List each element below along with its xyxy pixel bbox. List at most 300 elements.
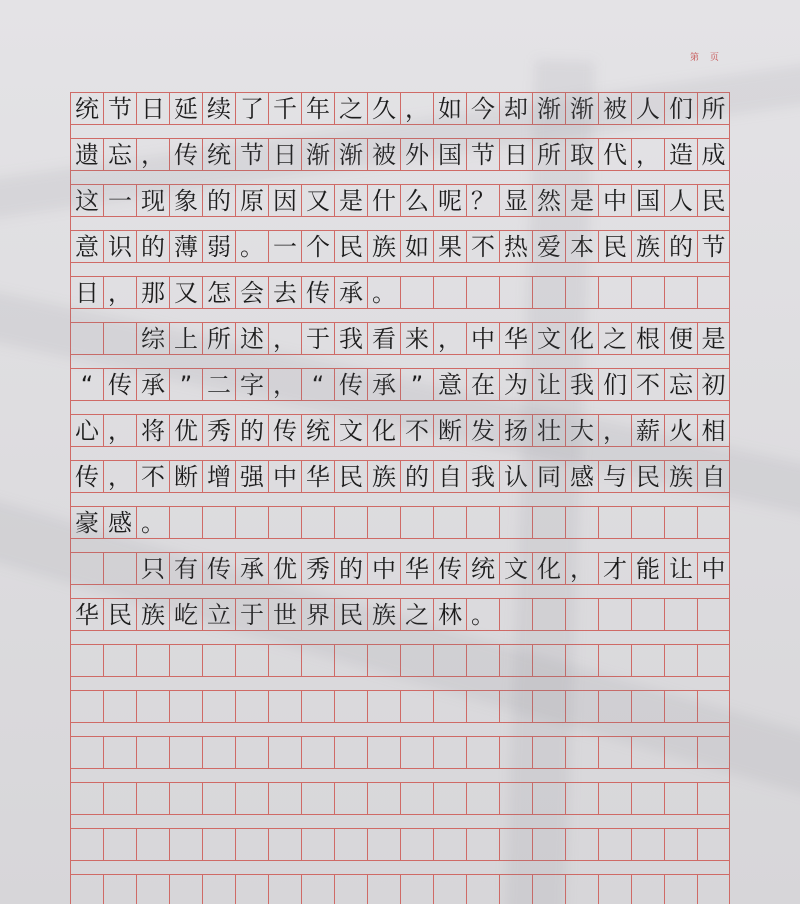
grid-cell: 传 [301,276,334,309]
grid-cell: 个 [301,230,334,263]
grid-cell: 族 [367,230,400,263]
grid-cell: 承 [334,276,367,309]
grid-cell: 民 [103,598,136,631]
grid-cell [400,644,433,677]
grid-cell: 日 [70,276,103,309]
grid-cell [565,644,598,677]
grid-cell: 民 [598,230,631,263]
grid-cell [433,782,466,815]
grid-cell [235,690,268,723]
grid-cell: 今 [466,92,499,125]
grid-cell [631,690,664,723]
grid-cell: 才 [598,552,631,585]
grid-cell: 族 [664,460,697,493]
grid-cell: “ [301,368,334,401]
grid-cell: 民 [334,460,367,493]
grid-gutter [70,355,730,368]
grid-line [70,828,730,861]
grid-cell: 国 [433,138,466,171]
grid-cell: 造 [664,138,697,171]
grid-cell: ， [433,322,466,355]
grid-cell [631,736,664,769]
grid-cell [532,782,565,815]
grid-gutter [70,493,730,506]
grid-cell [499,782,532,815]
grid-cell: 忘 [664,368,697,401]
grid-cell [466,276,499,309]
grid-cell: 上 [169,322,202,355]
grid-line [70,598,730,631]
page-number-label: 第 页 [690,53,723,63]
grid-cell [235,782,268,815]
grid-cell: 文 [532,322,565,355]
grid-cell: 大 [565,414,598,447]
grid-cell [367,690,400,723]
grid-cell: 相 [697,414,730,447]
grid-cell: 什 [367,184,400,217]
grid-cell: 识 [103,230,136,263]
grid-cell: ， [631,138,664,171]
grid-line [70,506,730,539]
grid-cell [70,874,103,904]
grid-cell: 的 [334,552,367,585]
essay-grid [70,92,730,904]
grid-cell [697,276,730,309]
grid-cell [499,828,532,861]
grid-cell: 日 [268,138,301,171]
grid-cell: 千 [268,92,301,125]
grid-cell [235,644,268,677]
grid-cell [697,644,730,677]
grid-cell: 与 [598,460,631,493]
grid-cell [532,690,565,723]
grid-cell [70,782,103,815]
grid-cell: 么 [400,184,433,217]
grid-cell [697,598,730,631]
grid-cell: 果 [433,230,466,263]
grid-cell: 这 [70,184,103,217]
grid-cell: 传 [433,552,466,585]
grid-cell: 壮 [532,414,565,447]
grid-cell: 因 [268,184,301,217]
grid-cell [367,782,400,815]
grid-line [70,276,730,309]
grid-cell: 的 [235,414,268,447]
grid-cell: 传 [334,368,367,401]
grid-cell: 如 [400,230,433,263]
grid-cell: 如 [433,92,466,125]
grid-cell: ， [103,460,136,493]
grid-cell: ， [400,92,433,125]
grid-cell [631,276,664,309]
grid-cell: ， [103,414,136,447]
grid-cell: 代 [598,138,631,171]
grid-cell [136,690,169,723]
grid-cell [169,828,202,861]
grid-cell [103,874,136,904]
grid-cell [202,736,235,769]
grid-cell: 薪 [631,414,664,447]
grid-cell: 忘 [103,138,136,171]
grid-cell [301,506,334,539]
grid-cell [400,782,433,815]
grid-cell [532,736,565,769]
grid-cell: 是 [565,184,598,217]
grid-cell [235,506,268,539]
grid-cell: 弱 [202,230,235,263]
grid-cell: 年 [301,92,334,125]
grid-cell: 根 [631,322,664,355]
grid-cell: 续 [202,92,235,125]
grid-cell [169,782,202,815]
grid-cell [664,276,697,309]
grid-cell [565,598,598,631]
grid-cell [532,506,565,539]
grid-cell: 原 [235,184,268,217]
grid-cell [301,690,334,723]
grid-cell: 承 [367,368,400,401]
grid-cell [598,736,631,769]
grid-cell: 。 [367,276,400,309]
grid-cell: 不 [631,368,664,401]
grid-cell [136,736,169,769]
grid-cell [598,874,631,904]
grid-cell: 扬 [499,414,532,447]
grid-cell: 所 [202,322,235,355]
grid-cell: 节 [697,230,730,263]
grid-cell: 又 [169,276,202,309]
grid-cell [664,736,697,769]
grid-cell [664,782,697,815]
grid-cell: 心 [70,414,103,447]
grid-cell [664,644,697,677]
grid-cell [400,506,433,539]
grid-cell [136,828,169,861]
grid-cell [433,690,466,723]
grid-cell: 却 [499,92,532,125]
grid-cell [70,828,103,861]
grid-cell: 热 [499,230,532,263]
grid-cell [367,828,400,861]
grid-cell: 渐 [301,138,334,171]
grid-cell: 承 [136,368,169,401]
grid-gutter [70,125,730,138]
grid-cell [202,782,235,815]
grid-line [70,552,730,585]
grid-cell: 不 [136,460,169,493]
grid-cell [103,828,136,861]
grid-gutter [70,401,730,414]
grid-cell: 林 [433,598,466,631]
grid-cell [565,276,598,309]
grid-gutter [70,815,730,828]
grid-cell: 感 [103,506,136,539]
grid-cell: 象 [169,184,202,217]
grid-cell [499,644,532,677]
grid-cell: 之 [400,598,433,631]
grid-line [70,736,730,769]
grid-cell: 。 [235,230,268,263]
grid-cell: 我 [334,322,367,355]
grid-cell: 统 [202,138,235,171]
grid-cell [664,506,697,539]
grid-gutter [70,769,730,782]
grid-cell: 文 [499,552,532,585]
grid-cell [235,828,268,861]
grid-cell: 初 [697,368,730,401]
grid-cell: 来 [400,322,433,355]
grid-cell: 了 [235,92,268,125]
grid-cell [631,644,664,677]
grid-cell: 中 [598,184,631,217]
grid-cell [334,828,367,861]
grid-cell [499,874,532,904]
grid-cell: 发 [466,414,499,447]
grid-cell [565,874,598,904]
grid-cell [466,690,499,723]
grid-cell: 一 [103,184,136,217]
grid-cell: 延 [169,92,202,125]
grid-cell [103,782,136,815]
grid-cell: 节 [235,138,268,171]
grid-cell: 强 [235,460,268,493]
grid-gutter [70,723,730,736]
grid-cell: 优 [169,414,202,447]
grid-cell [268,874,301,904]
grid-cell [565,782,598,815]
grid-cell: 同 [532,460,565,493]
grid-cell [598,598,631,631]
grid-cell [598,506,631,539]
grid-cell [697,690,730,723]
grid-cell: 渐 [532,92,565,125]
grid-cell [202,874,235,904]
grid-cell [103,322,136,355]
grid-cell: 中 [466,322,499,355]
grid-gutter [70,447,730,460]
grid-cell [367,644,400,677]
grid-cell [301,782,334,815]
grid-cell: 字 [235,368,268,401]
grid-cell: 将 [136,414,169,447]
grid-cell [565,736,598,769]
grid-line [70,230,730,263]
grid-cell: 能 [631,552,664,585]
grid-cell: ， [268,368,301,401]
grid-cell [136,874,169,904]
grid-cell: 在 [466,368,499,401]
grid-cell [136,782,169,815]
grid-cell: 日 [136,92,169,125]
grid-cell: 会 [235,276,268,309]
grid-cell [400,828,433,861]
grid-cell: 统 [301,414,334,447]
grid-cell: 成 [697,138,730,171]
grid-cell: 薄 [169,230,202,263]
grid-cell: 界 [301,598,334,631]
grid-cell [631,874,664,904]
grid-cell: 被 [598,92,631,125]
grid-cell: ？ [466,184,499,217]
grid-cell [466,782,499,815]
grid-cell: 豪 [70,506,103,539]
grid-cell: 。 [136,506,169,539]
grid-cell [433,874,466,904]
grid-cell: 华 [400,552,433,585]
grid-cell: 自 [433,460,466,493]
grid-cell: 取 [565,138,598,171]
grid-cell: 化 [532,552,565,585]
grid-cell [103,552,136,585]
grid-cell: 感 [565,460,598,493]
grid-cell: 有 [169,552,202,585]
grid-cell [565,506,598,539]
grid-cell [598,276,631,309]
grid-cell [532,276,565,309]
grid-gutter [70,631,730,644]
grid-cell: 自 [697,460,730,493]
grid-cell [301,736,334,769]
grid-cell [103,736,136,769]
grid-cell: 爱 [532,230,565,263]
grid-cell: 综 [136,322,169,355]
grid-cell [70,644,103,677]
grid-cell [400,874,433,904]
grid-gutter [70,171,730,184]
grid-cell [268,690,301,723]
grid-cell: 渐 [334,138,367,171]
grid-cell: 节 [466,138,499,171]
grid-cell [499,690,532,723]
grid-cell: 立 [202,598,235,631]
grid-cell [697,828,730,861]
grid-cell: 传 [103,368,136,401]
grid-cell: 是 [697,322,730,355]
grid-line [70,368,730,401]
grid-cell [400,276,433,309]
grid-cell [169,506,202,539]
grid-cell: 族 [367,460,400,493]
grid-cell: 看 [367,322,400,355]
grid-cell [334,506,367,539]
grid-cell: 久 [367,92,400,125]
grid-cell [598,828,631,861]
grid-cell: 于 [301,322,334,355]
grid-cell: 意 [70,230,103,263]
grid-cell [433,644,466,677]
grid-cell: 显 [499,184,532,217]
grid-cell [499,276,532,309]
grid-cell: 呢 [433,184,466,217]
grid-cell: 为 [499,368,532,401]
grid-cell: 认 [499,460,532,493]
grid-cell: 那 [136,276,169,309]
grid-line [70,414,730,447]
grid-cell [70,322,103,355]
grid-cell: 文 [334,414,367,447]
grid-cell: 意 [433,368,466,401]
grid-cell [664,690,697,723]
grid-cell: 是 [334,184,367,217]
grid-cell: 化 [367,414,400,447]
grid-cell [499,598,532,631]
grid-cell [400,736,433,769]
grid-cell: 世 [268,598,301,631]
grid-cell [697,874,730,904]
grid-cell [499,736,532,769]
grid-cell: 优 [268,552,301,585]
grid-cell [598,782,631,815]
grid-cell [466,828,499,861]
grid-cell: ， [598,414,631,447]
grid-cell: 族 [631,230,664,263]
grid-cell: 秀 [301,552,334,585]
grid-cell: 渐 [565,92,598,125]
grid-cell: 民 [697,184,730,217]
grid-cell: 华 [70,598,103,631]
grid-cell [136,644,169,677]
grid-cell [169,644,202,677]
grid-cell: 屹 [169,598,202,631]
grid-cell: 一 [268,230,301,263]
grid-cell: 统 [466,552,499,585]
grid-cell [565,690,598,723]
grid-gutter [70,585,730,598]
grid-cell: 外 [400,138,433,171]
grid-cell [367,506,400,539]
grid-cell [433,276,466,309]
grid-cell [400,690,433,723]
grid-cell [103,644,136,677]
grid-gutter [70,217,730,230]
grid-cell [202,644,235,677]
grid-cell: 的 [400,460,433,493]
grid-cell: 述 [235,322,268,355]
grid-cell [532,828,565,861]
grid-cell: 被 [367,138,400,171]
grid-cell: 本 [565,230,598,263]
grid-cell [70,736,103,769]
grid-cell [433,736,466,769]
grid-cell: 我 [565,368,598,401]
grid-cell [367,736,400,769]
grid-cell [697,736,730,769]
grid-cell [631,828,664,861]
grid-cell [70,690,103,723]
grid-cell: 便 [664,322,697,355]
grid-cell [532,598,565,631]
grid-cell [301,874,334,904]
grid-cell: 国 [631,184,664,217]
grid-cell [268,782,301,815]
grid-gutter [70,539,730,552]
grid-cell: ” [400,368,433,401]
grid-cell: ， [103,276,136,309]
grid-cell: 断 [433,414,466,447]
grid-cell [334,782,367,815]
grid-cell [70,552,103,585]
grid-cell: 的 [136,230,169,263]
grid-cell: ， [268,322,301,355]
grid-cell: 族 [136,598,169,631]
grid-cell [334,690,367,723]
grid-cell: 增 [202,460,235,493]
grid-cell: 二 [202,368,235,401]
grid-cell: ” [169,368,202,401]
grid-cell: 日 [499,138,532,171]
grid-cell [235,736,268,769]
grid-cell: 们 [664,92,697,125]
